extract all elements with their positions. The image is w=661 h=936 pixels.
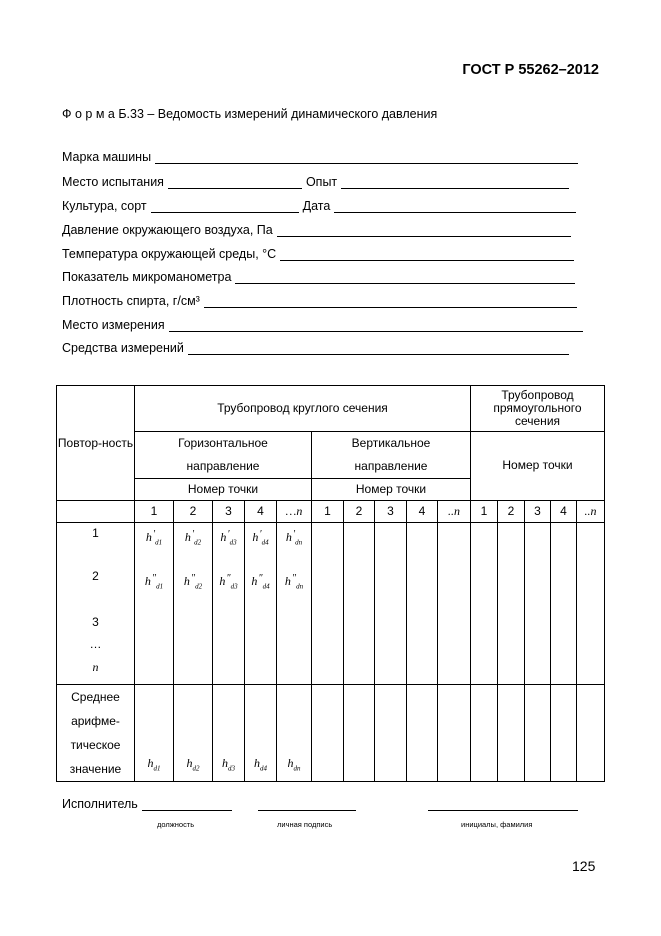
mean-symbol-cell [174, 685, 213, 782]
empty-cell[interactable] [498, 685, 525, 782]
field-test-place [62, 173, 569, 189]
symbol-cell [213, 523, 245, 685]
point-index: 3 [213, 501, 245, 523]
symbol-base: h [144, 574, 151, 588]
header-horizontal: Горизонтальное направление [135, 432, 312, 479]
table-row [57, 523, 605, 685]
point-index: 4 [551, 501, 577, 523]
symbol-subscript: d3 [229, 538, 237, 547]
row-label: 1 [92, 526, 99, 540]
blank-line[interactable] [204, 295, 577, 308]
symbol-prime: ′ [227, 529, 230, 540]
point-index: 3 [375, 501, 407, 523]
header-v-point-number: Номер точки [312, 479, 471, 501]
symbol-base: h [219, 574, 226, 588]
symbol-subscript: d4 [262, 582, 270, 591]
pressure-symbol [245, 573, 276, 591]
empty-cell[interactable] [438, 685, 471, 782]
symbol-base: h [285, 530, 292, 544]
pressure-symbol [135, 573, 173, 591]
symbol-base: h [186, 755, 193, 770]
empty-cell[interactable] [438, 523, 471, 685]
header-round-pipe: Трубопровод круглого сечения [135, 386, 471, 432]
pressure-symbol [213, 573, 244, 591]
document-standard-header: ГОСТ Р 55262–2012 [462, 62, 599, 78]
field-label-date: Дата [302, 199, 331, 213]
symbol-prime: ″ [226, 573, 231, 584]
point-index-row [57, 501, 605, 523]
pressure-symbol [222, 757, 235, 773]
symbol-subscript: d3 [230, 582, 238, 591]
empty-cell[interactable] [471, 685, 498, 782]
header-rect-point-number: Номер точки [471, 432, 605, 501]
symbol-subscript: dn [293, 764, 301, 773]
blank-line[interactable] [155, 151, 578, 164]
field-air-pressure [62, 221, 571, 237]
point-index: 4 [407, 501, 438, 523]
symbol-subscript: d4 [260, 764, 267, 773]
symbol-subscript: dn [295, 538, 303, 547]
empty-cell[interactable] [525, 685, 551, 782]
pressure-symbol [277, 573, 311, 591]
row-label: … [89, 637, 102, 651]
blank-line[interactable] [341, 176, 569, 189]
field-machine-brand [62, 148, 578, 164]
symbol-base: h [252, 530, 259, 544]
field-alcohol-density [62, 292, 577, 308]
empty-cell[interactable] [577, 685, 605, 782]
table-row-mean [57, 685, 605, 782]
header-vertical: Вертикальное направление [312, 432, 471, 479]
mean-symbol-cell [245, 685, 277, 782]
blank-line[interactable] [151, 200, 299, 213]
symbol-cell [245, 523, 277, 685]
empty-cell[interactable] [577, 523, 605, 685]
pressure-symbol [174, 529, 212, 547]
field-measuring-instruments [62, 339, 569, 355]
pressure-symbol [245, 529, 276, 547]
field-label: Средства измерений [62, 341, 184, 355]
field-label: Место испытания [62, 175, 164, 189]
point-index: ..n [577, 501, 605, 523]
field-crop-variety [62, 197, 576, 213]
empty-cell[interactable] [312, 523, 344, 685]
empty-cell[interactable] [375, 685, 407, 782]
symbol-prime: ″ [190, 573, 196, 584]
pressure-symbol [174, 573, 212, 591]
empty-cell[interactable] [312, 685, 344, 782]
field-label: Плотность спирта, г/см³ [62, 294, 200, 308]
form-title: Ф о р м а Б.33 – Ведомость измерений динамического давления [62, 107, 438, 121]
table-header-row [57, 432, 605, 479]
caption-position: должность [157, 820, 195, 829]
symbol-prime: ″ [151, 573, 157, 584]
signature-row [62, 795, 578, 811]
caption-signature: личная подпись [277, 820, 333, 829]
initials-line[interactable] [428, 798, 578, 811]
row-label: 2 [92, 569, 99, 583]
point-index: 2 [174, 501, 213, 523]
point-index: ..n [438, 501, 471, 523]
field-label-experiment: Опыт [305, 175, 338, 189]
row-label: n [92, 660, 99, 674]
symbol-base: h [145, 530, 152, 544]
point-index: 2 [498, 501, 525, 523]
empty-cell[interactable] [471, 523, 498, 685]
position-line[interactable] [142, 798, 232, 811]
mean-symbol-cell [277, 685, 312, 782]
blank-line[interactable] [277, 224, 571, 237]
empty-cell [57, 501, 135, 523]
table-header-row [57, 386, 605, 432]
signature-label: Исполнитель [62, 797, 138, 811]
empty-cell[interactable] [344, 523, 375, 685]
point-index: 2 [344, 501, 375, 523]
symbol-subscript: d2 [194, 538, 202, 547]
blank-line[interactable] [188, 342, 569, 355]
symbol-base: h [287, 755, 294, 770]
symbol-prime: ′ [191, 529, 195, 540]
mean-label: Среднее арифме-тическое значение [57, 685, 135, 782]
empty-cell[interactable] [344, 685, 375, 782]
field-label: Культура, сорт [62, 199, 147, 213]
header-rect-pipe: Трубопровод прямоугольного сечения [471, 386, 605, 432]
symbol-subscript: d2 [195, 582, 203, 591]
symbol-subscript: d1 [153, 764, 161, 773]
point-index: 1 [312, 501, 344, 523]
measurement-table [56, 385, 605, 782]
field-label: Показатель микроманометра [62, 270, 232, 284]
symbol-base: h [184, 530, 191, 544]
symbol-prime: ′ [292, 529, 296, 540]
field-label: Температура окружающей среды, °С [62, 247, 277, 261]
point-index: 4 [245, 501, 277, 523]
point-index: …n [277, 501, 312, 523]
page-number: 125 [572, 858, 596, 874]
symbol-subscript: dn [296, 582, 304, 591]
symbol-cell [277, 523, 312, 685]
blank-line[interactable] [168, 176, 302, 189]
symbol-prime: ′ [259, 529, 262, 540]
pressure-symbol [213, 529, 244, 547]
blank-line[interactable] [280, 248, 574, 261]
empty-cell[interactable] [525, 523, 551, 685]
blank-line[interactable] [334, 200, 576, 213]
symbol-prime: ″ [258, 573, 263, 584]
point-index: 3 [525, 501, 551, 523]
field-micromanometer-reading [62, 268, 575, 284]
point-index: 1 [135, 501, 174, 523]
pressure-symbol [148, 757, 161, 773]
field-label: Место измерения [62, 318, 165, 332]
pressure-symbol [288, 757, 301, 773]
symbol-base: h [222, 755, 228, 770]
empty-cell[interactable] [407, 523, 438, 685]
pressure-symbol [254, 757, 267, 773]
empty-cell[interactable] [498, 523, 525, 685]
header-repeat: Повтор-ность [57, 386, 135, 501]
row-label: 3 [92, 615, 99, 629]
symbol-subscript: d1 [156, 582, 164, 591]
blank-line[interactable] [235, 271, 575, 284]
header-h-point-number: Номер точки [135, 479, 312, 501]
field-label: Давление окружающего воздуха, Па [62, 223, 273, 237]
symbol-base: h [183, 574, 190, 588]
signature-line[interactable] [258, 798, 356, 811]
symbol-base: h [254, 755, 260, 770]
symbol-subscript: d1 [155, 538, 163, 547]
field-label: Марка машины [62, 150, 152, 164]
repeat-labels-cell [57, 523, 135, 685]
empty-cell[interactable] [407, 685, 438, 782]
symbol-subscript: d3 [228, 764, 235, 773]
pressure-symbol [277, 529, 311, 547]
blank-line[interactable] [169, 319, 583, 332]
symbol-cell [135, 523, 174, 685]
field-measurement-place [62, 316, 583, 332]
point-index: 1 [471, 501, 498, 523]
symbol-prime: ″ [291, 573, 297, 584]
field-ambient-temperature [62, 245, 574, 261]
symbol-base: h [251, 574, 258, 588]
pressure-symbol [187, 757, 200, 773]
symbol-base: h [147, 755, 154, 770]
empty-cell[interactable] [551, 523, 577, 685]
caption-initials: инициалы, фамилия [461, 820, 533, 829]
symbol-base: h [284, 574, 291, 588]
symbol-cell [174, 523, 213, 685]
symbol-base: h [220, 530, 227, 544]
mean-symbol-cell [135, 685, 174, 782]
pressure-symbol [135, 529, 173, 547]
mean-symbol-cell [213, 685, 245, 782]
symbol-subscript: d4 [261, 538, 269, 547]
empty-cell[interactable] [375, 523, 407, 685]
empty-cell[interactable] [551, 685, 577, 782]
symbol-prime: ′ [152, 529, 156, 540]
symbol-subscript: d2 [192, 764, 200, 773]
